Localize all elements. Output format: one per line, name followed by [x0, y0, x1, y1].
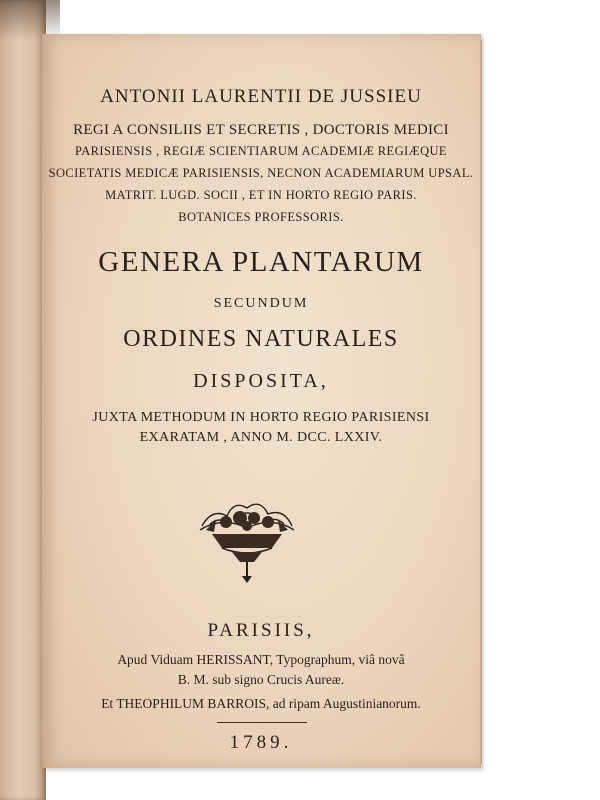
juxta-line-2: EXARATAM , ANNO M. DCC. LXXIV.	[139, 430, 383, 445]
book-cover	[0, 0, 46, 800]
publication-year: 1789.	[229, 732, 293, 753]
imprint-line-1: Apud Viduam HERISSANT, Typographum, viâ novâ	[117, 652, 405, 667]
title-page	[42, 34, 481, 768]
credentials-line-5: BOTANICES PROFESSORIS.	[178, 210, 344, 224]
author-name: ANTONII LAURENTII DE JUSSIEU	[100, 86, 422, 107]
place-of-publication: PARISIIS,	[207, 620, 315, 641]
fruit-basket-ornament-icon	[192, 486, 302, 586]
credentials-line-2: PARISIENSIS , REGIÆ SCIENTIARUM ACADEMIÆ REGIÆQUE	[75, 144, 447, 158]
imprint-line-2: B. M. sub signo Crucis Aureæ.	[177, 672, 345, 687]
credentials-line-3: SOCIETATIS MEDICÆ PARISIENSIS, NECNON ACADEMIARUM UPSAL.	[48, 166, 474, 180]
book-title: GENERA PLANTARUM	[98, 246, 424, 278]
credentials-line-1: REGI A CONSILIIS ET SECRETIS , DOCTORIS MEDICI	[73, 122, 449, 138]
imprint-line-3: Et THEOPHILUM BARROIS, ad ripam Augustinianorum.	[101, 696, 421, 711]
secundum-line: SECUNDUM	[213, 296, 309, 311]
divider-rule	[217, 722, 307, 723]
disposita-line: DISPOSITA,	[193, 370, 329, 392]
juxta-line-1: JUXTA METHODUM IN HORTO REGIO PARISIENSI	[92, 410, 430, 425]
ordines-line: ORDINES NATURALES	[123, 326, 399, 352]
credentials-line-4: MATRIT. LUGD. SOCII , ET IN HORTO REGIO PARIS.	[105, 188, 417, 202]
